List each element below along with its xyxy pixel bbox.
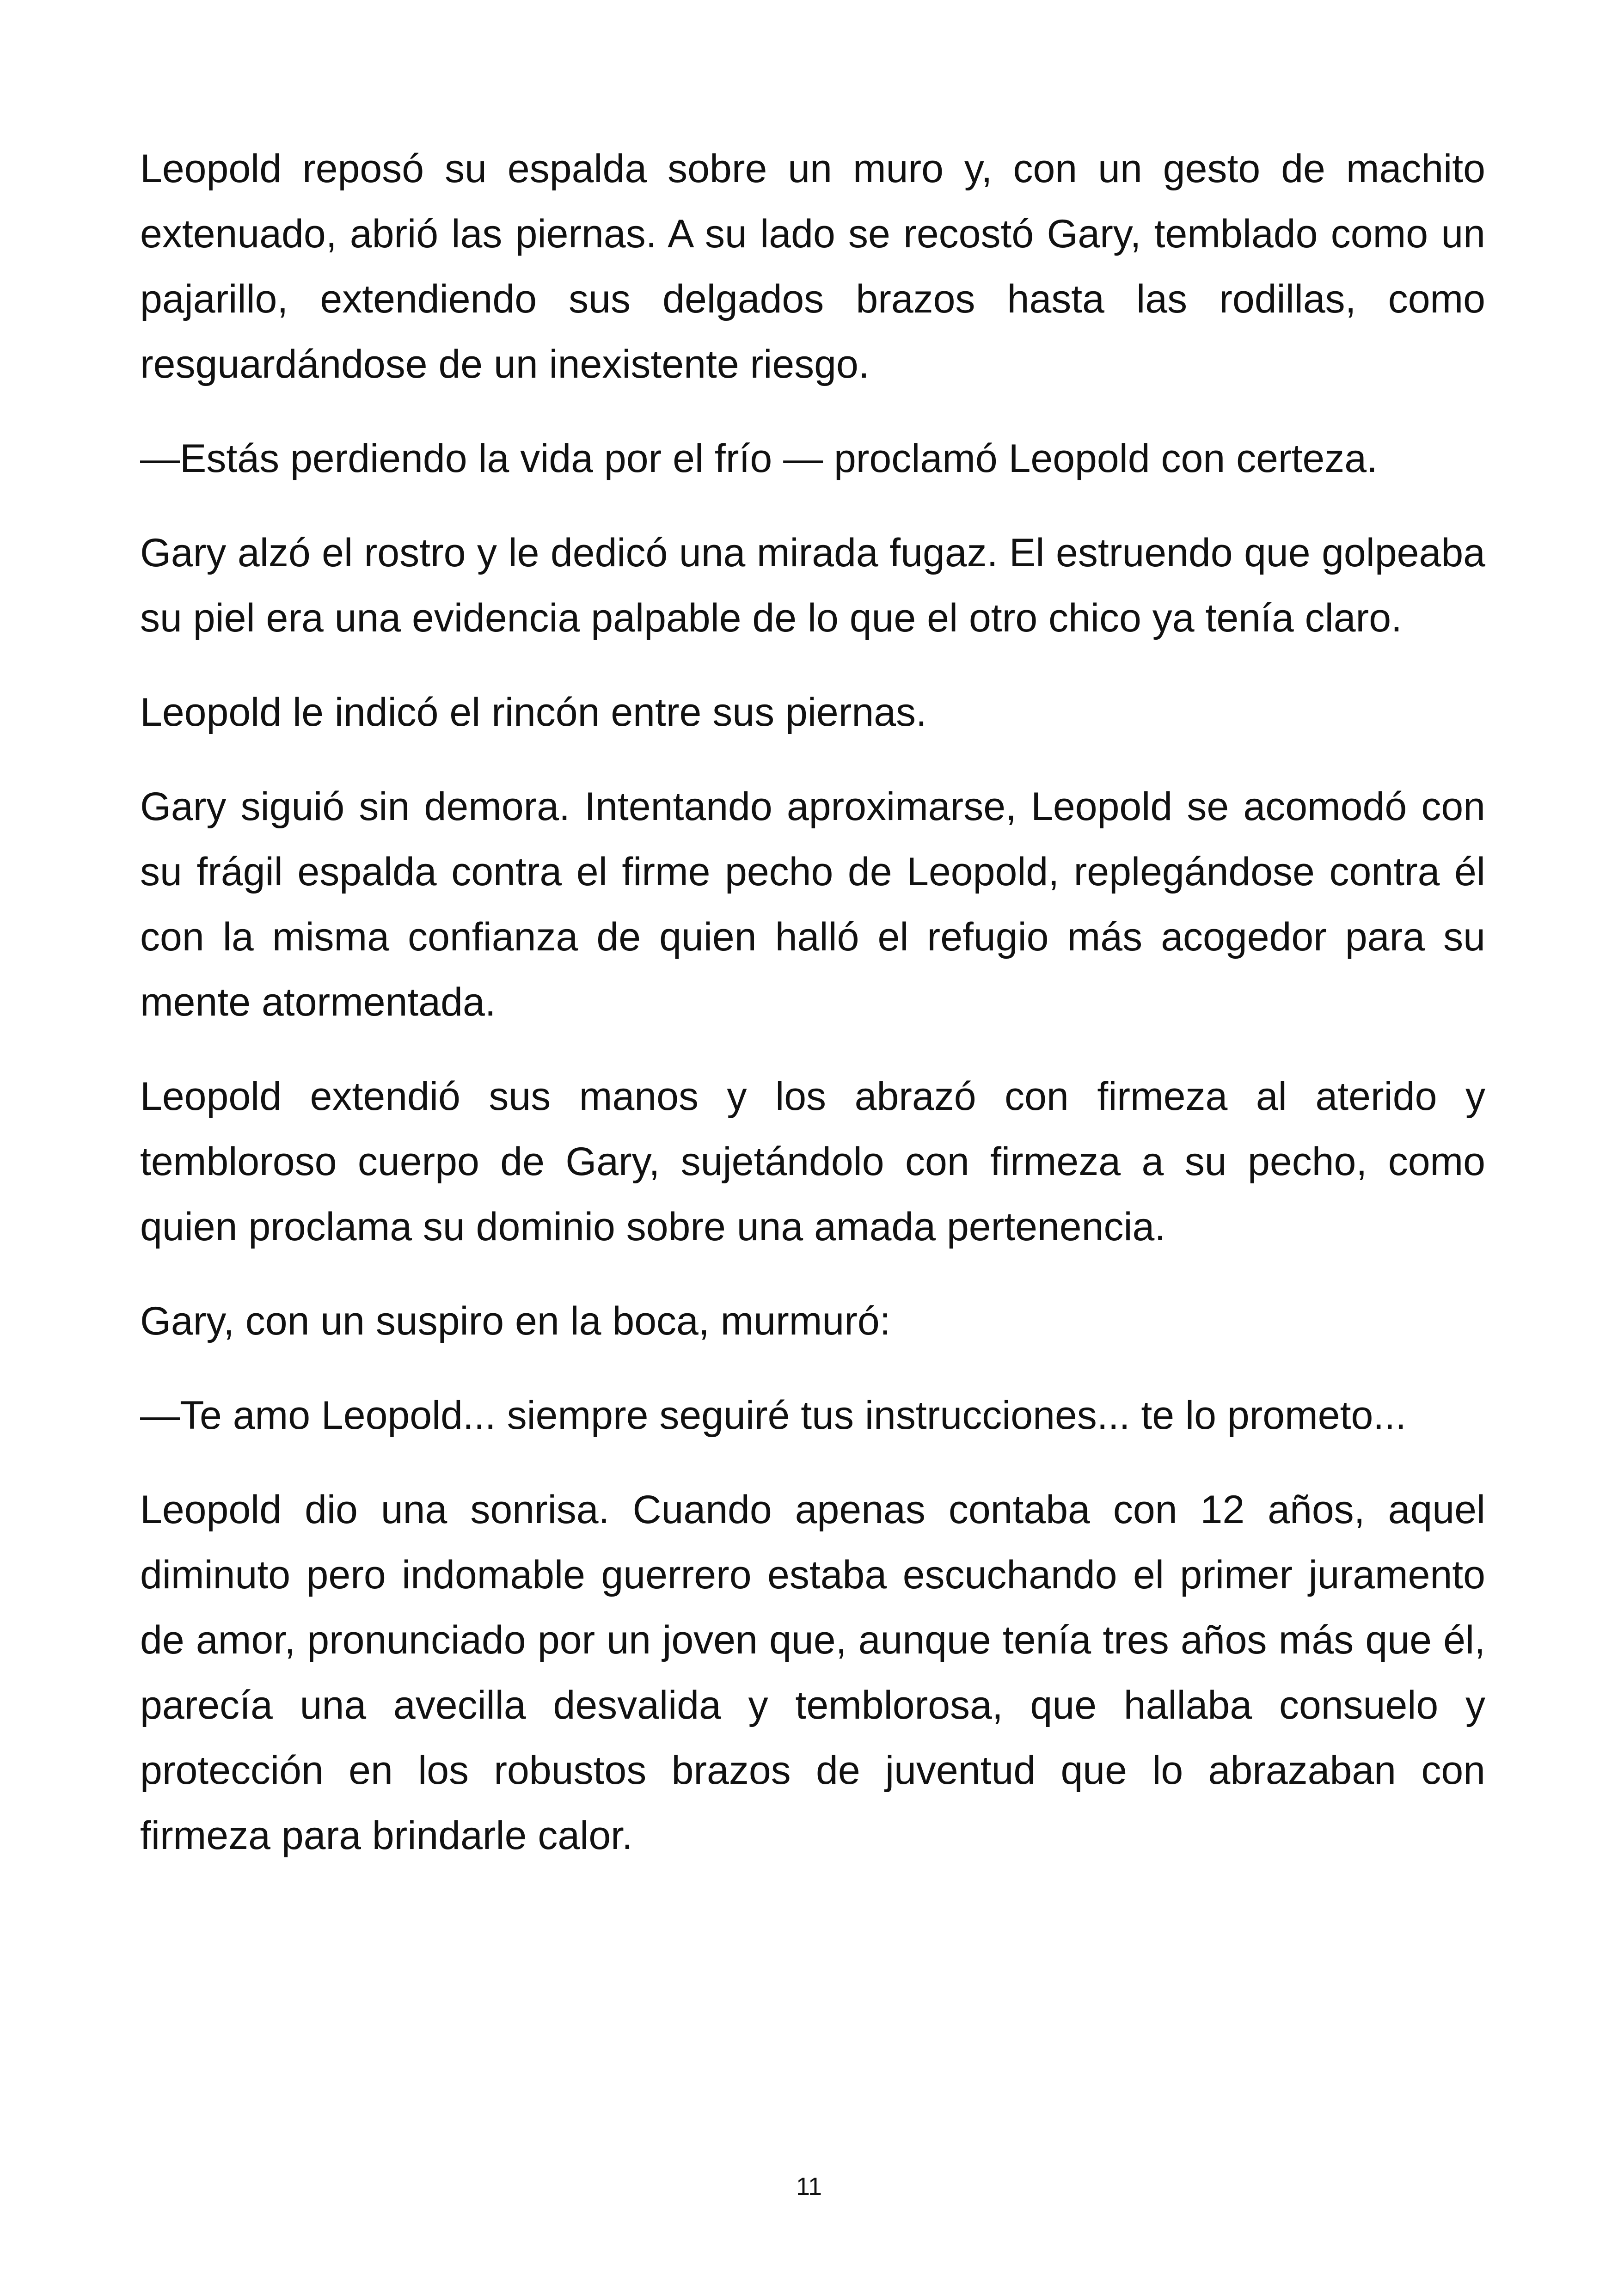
paragraph: Leopold dio una sonrisa. Cuando apenas contaba con 12 años, aquel diminuto pero indomable guerrero estaba escuchando el primer juramento de amor, pronunciado por un joven que, aunque tenía tres años más que él, parecía una avecilla desvalida y temblorosa, que hallaba consuelo y protección en los robustos brazos de juventud que lo abrazaban con firmeza para brindarle calor. <box>140 1488 1485 1858</box>
body-text <box>140 136 1485 1898</box>
paragraph: Gary, con un suspiro en la boca, murmuró: <box>140 1299 891 1343</box>
paragraph: Leopold le indicó el rincón entre sus piernas. <box>140 690 927 735</box>
paragraph: Gary siguió sin demora. Intentando aproximarse, Leopold se acomodó con su frágil espalda contra el firme pecho de Leopold, replegándose contra él con la misma confianza de quien halló el refugio más acogedor para su mente atormentada. <box>140 784 1485 1024</box>
dialogue-paragraph: —Te amo Leopold... siempre seguiré tus instrucciones... te lo prometo... <box>140 1393 1406 1438</box>
dialogue-paragraph: —Estás perdiendo la vida por el frío — proclamó Leopold con certeza. <box>140 436 1378 481</box>
paragraph: Leopold extendió sus manos y los abrazó con firmeza al aterido y tembloroso cuerpo de Gary, sujetándolo con firmeza a su pecho, como quien proclama su dominio sobre una amada pertenencia. <box>140 1074 1485 1249</box>
page-number: 11 <box>796 2173 822 2200</box>
paragraph: Leopold reposó su espalda sobre un muro y, con un gesto de machito extenuado, abrió las piernas. A su lado se recostó Gary, temblado como un pajarillo, extendiendo sus delgados brazos hasta las rodillas, como resguardándose de un inexistente riesgo. <box>140 147 1485 386</box>
paragraph: Gary alzó el rostro y le dedicó una mirada fugaz. El estruendo que golpeaba su piel era una evidencia palpable de lo que el otro chico ya tenía claro. <box>140 531 1485 640</box>
